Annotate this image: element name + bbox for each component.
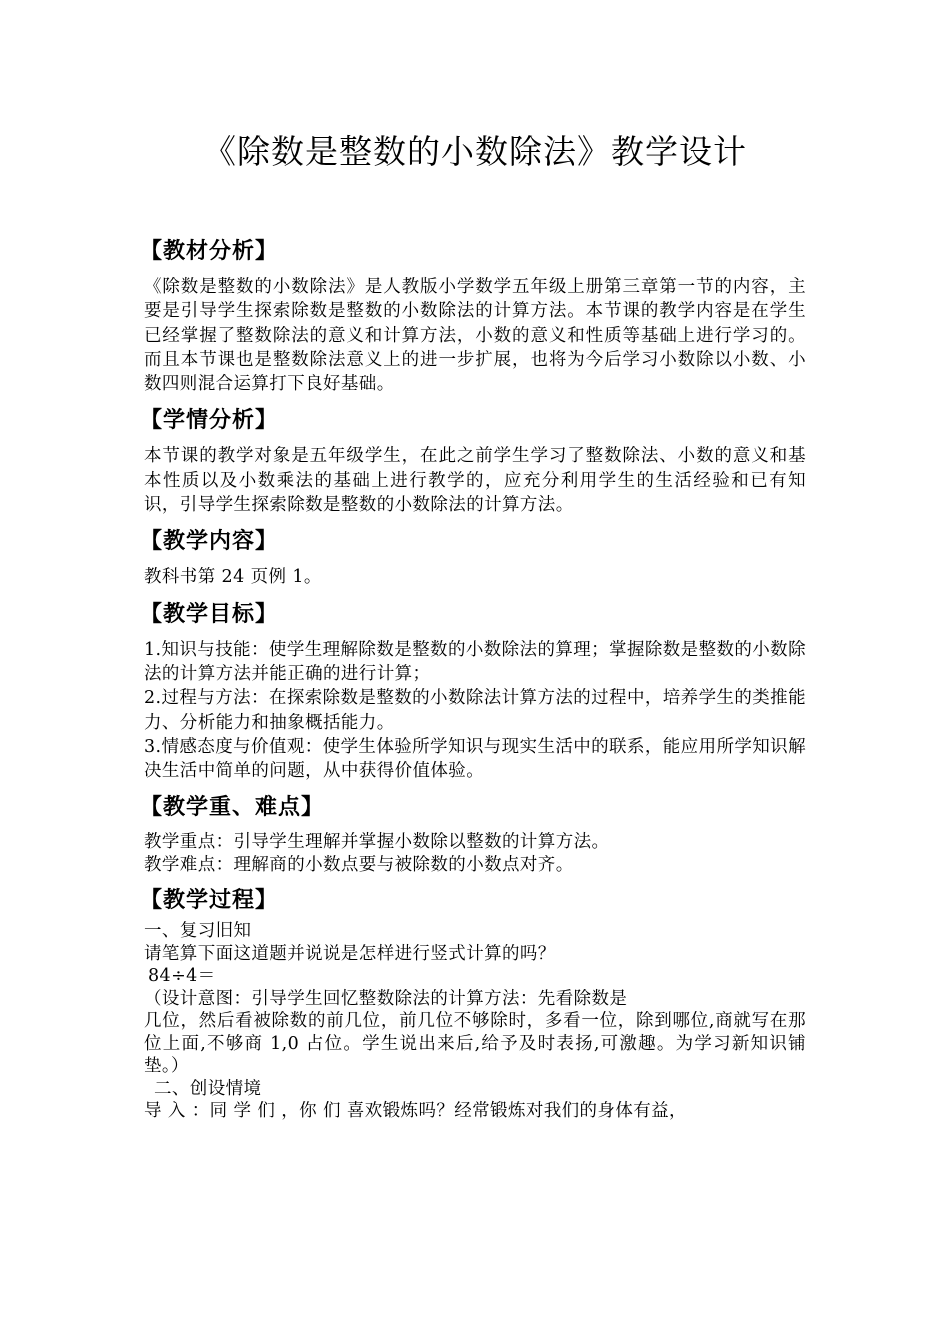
section-key-difficult-points: [140, 789, 806, 876]
paragraph: 《除数是整数的小数除法》是人教版小学数学五年级上册第三章第一节的内容，主要是引导学生探索除数是整数的小数除法的计算方法。本节课的教学内容是在学生已经掌握了整数除法的意义和计算方法，小数的意义和性质等基础上进行学习的。而且本节课也是整数除法意义上的进一步扩展，也将为今后学习小数除以小数、小数四则混合运算打下良好基础。: [144, 277, 806, 395]
paragraph: 请笔算下面这道题并说说是怎样进行竖式计算的吗？: [144, 943, 556, 964]
section-heading: 【教学过程】: [140, 888, 279, 914]
section-teaching-process: [140, 882, 806, 1123]
document-title: 《除数是整数的小数除法》教学设计: [203, 132, 747, 171]
objective-item: 1.知识与技能：使学生理解除数是整数的小数除法的算理；掌握除数是整数的小数除法的计算方法并能正确的进行计算；: [144, 639, 806, 684]
paragraph: 几位，然后看被除数的前几位，前几位不够除时，多看一位，除到哪位,商就写在那位上面,不够商 1,0 占位。学生说出来后,给予及时表扬,可激趣。为学习新知识铺垫。）: [144, 1011, 806, 1077]
section-heading: 【教学内容】: [140, 529, 279, 555]
section-heading: 【教材分析】: [140, 239, 279, 264]
section-teaching-objectives: [140, 596, 806, 784]
paragraph: 本节课的教学对象是五年级学生，在此之前学生学习了整数除法、小数的意义和基本性质以及小数乘法的基础上进行教学的，应充分利用学生的生活经验和已有知识，引导学生探索除数是整数的小数除法的计算方法。: [144, 446, 806, 516]
step-heading: 二、创设情境: [154, 1078, 262, 1099]
key-point: 教学重点：引导学生理解并掌握小数除以整数的计算方法。: [144, 832, 610, 853]
difficult-point: 教学难点：理解商的小数点要与被除数的小数点对齐。: [144, 854, 574, 875]
section-student-analysis: [140, 402, 806, 517]
section-heading: 【教学目标】: [140, 601, 279, 627]
section-heading: 【学情分析】: [140, 408, 279, 434]
paragraph: （设计意图：引导学生回忆整数除法的计算方法：先看除数是: [144, 988, 628, 1009]
section-teaching-content: [140, 523, 806, 589]
paragraph: 教科书第 24 页例 1。: [144, 567, 322, 588]
section-heading: 【教学重、难点】: [140, 795, 325, 821]
section-textbook-analysis: [140, 233, 806, 396]
paragraph: 导 入 ：同 学 们 ，你 们 喜欢锻炼吗？经常锻炼对我们的身体有益，: [144, 1101, 687, 1122]
math-expression: 84÷4＝: [148, 966, 216, 987]
objective-item: 2.过程与方法：在探索除数是整数的小数除法计算方法的过程中，培养学生的类推能力、分析能力和抽象概括能力。: [144, 688, 806, 733]
objective-item: 3.情感态度与价值观：使学生体验所学知识与现实生活中的联系，能应用所学知识解决生活中简单的问题，从中获得价值体验。: [144, 736, 806, 782]
step-heading: 一、复习旧知: [144, 921, 252, 942]
